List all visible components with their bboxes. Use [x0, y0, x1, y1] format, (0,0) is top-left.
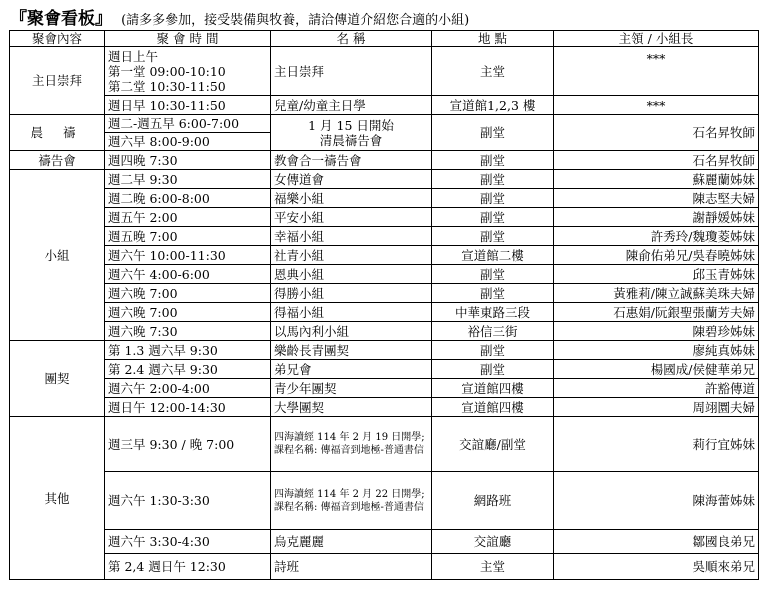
place-cell: 宣道館二樓: [432, 246, 554, 265]
place-cell: 副堂: [432, 151, 554, 170]
leader-cell: 石名昇牧師: [554, 151, 759, 170]
place-cell: 主堂: [432, 554, 554, 580]
time-line: 第一堂 09:00-10:10: [108, 63, 226, 79]
name-cell: [271, 115, 432, 151]
table-row: [10, 170, 759, 189]
time-cell: 週日早 10:30-11:50: [105, 96, 271, 115]
table-row: [10, 417, 759, 472]
table-row: [10, 530, 759, 554]
table-row: [10, 554, 759, 580]
time-cell: 週五晚 7:00: [105, 227, 271, 246]
place-cell: 副堂: [432, 227, 554, 246]
leader-cell: 陳碧珍姊妹: [554, 322, 759, 341]
category-cell: 其他: [10, 417, 105, 580]
place-cell: 交誼廳: [432, 530, 554, 554]
name-cell: 幸福小組: [271, 227, 432, 246]
table-row: [10, 151, 759, 170]
table-row: [10, 379, 759, 398]
table-row: [10, 341, 759, 360]
name-cell: 大學團契: [271, 398, 432, 417]
name-cell: 兒童/幼童主日學: [271, 96, 432, 115]
leader-cell: 黃雅莉/陳立誠蘇美珠夫婦: [554, 284, 759, 303]
place-cell: 副堂: [432, 189, 554, 208]
category-cell: 主日崇拜: [10, 47, 105, 115]
table-row: [10, 284, 759, 303]
place-cell: 副堂: [432, 115, 554, 151]
table-row: [10, 360, 759, 379]
place-cell: 副堂: [432, 170, 554, 189]
place-cell: 網路班: [432, 472, 554, 530]
name-line: 清晨禱告會: [319, 132, 383, 148]
leader-cell: ***: [554, 47, 759, 96]
place-cell: 主堂: [432, 47, 554, 96]
name-cell: 四海讀經 114 年 2 月 22 日開學;課程名稱: 傳福音到地極-普通書信: [271, 472, 432, 530]
time-cell: 週四晚 7:30: [105, 151, 271, 170]
category-cell: 禱告會: [10, 151, 105, 170]
time-line: 第二堂 10:30-11:50: [108, 78, 226, 94]
leader-cell: 石惠娟/阮銀聖張蘭芳夫婦: [554, 303, 759, 322]
leader-cell: 周翊圜夫婦: [554, 398, 759, 417]
name-cell: 女傳道會: [271, 170, 432, 189]
table-row: [10, 398, 759, 417]
name-cell: 主日崇拜: [271, 47, 432, 96]
table-row: [10, 322, 759, 341]
leader-cell: 許秀玲/魏瓊菱姊妹: [554, 227, 759, 246]
leader-cell: 陳志堅夫婦: [554, 189, 759, 208]
time-line: 週日上午: [108, 48, 159, 64]
time-cell: 週六午 3:30-4:30: [105, 530, 271, 554]
place-cell: 副堂: [432, 265, 554, 284]
name-cell: 平安小組: [271, 208, 432, 227]
table-row: [10, 227, 759, 246]
table-row: [10, 208, 759, 227]
time-cell: 第 2,4 週日午 12:30: [105, 554, 271, 580]
name-cell: 烏克麗麗: [271, 530, 432, 554]
time-cell: 週六午 10:00-11:30: [105, 246, 271, 265]
table-row: [10, 472, 759, 530]
time-cell: 週六晚 7:00: [105, 303, 271, 322]
leader-cell: 石名昇牧師: [554, 115, 759, 151]
column-header: 主領 / 小組長: [554, 31, 759, 47]
time-cell: 第 2.4 週六早 9:30: [105, 360, 271, 379]
name-cell: 樂齡長青團契: [271, 341, 432, 360]
place-cell: 副堂: [432, 341, 554, 360]
place-cell: 宣道館四樓: [432, 398, 554, 417]
table-row: [10, 246, 759, 265]
name-cell: 得福小組: [271, 303, 432, 322]
place-cell: 宣道館1,2,3 樓: [432, 96, 554, 115]
time-cell: 週二早 9:30: [105, 170, 271, 189]
leader-cell: 吳順來弟兄: [554, 554, 759, 580]
time-cell: 週日午 12:00-14:30: [105, 398, 271, 417]
time-cell: 週六晚 7:00: [105, 284, 271, 303]
category-cell: 小組: [10, 170, 105, 341]
table-row: [10, 47, 759, 96]
place-cell: 裕信三街: [432, 322, 554, 341]
column-header: 地 點: [432, 31, 554, 47]
leader-cell: 鄒國良弟兄: [554, 530, 759, 554]
column-header: 名 稱: [271, 31, 432, 47]
column-header: 聚 會 時 間: [105, 31, 271, 47]
place-cell: 副堂: [432, 284, 554, 303]
time-cell: 週五午 2:00: [105, 208, 271, 227]
leader-cell: 陳海蕾姊妹: [554, 472, 759, 530]
leader-cell: 許豁傳道: [554, 379, 759, 398]
name-cell: 教會合一禱告會: [271, 151, 432, 170]
name-cell: 青少年團契: [271, 379, 432, 398]
name-cell: 以馬內利小組: [271, 322, 432, 341]
name-cell: 詩班: [271, 554, 432, 580]
name-line: 1 月 15 日開始: [308, 117, 394, 133]
name-cell: 社青小組: [271, 246, 432, 265]
place-cell: 副堂: [432, 208, 554, 227]
time-cell: 週二晚 6:00-8:00: [105, 189, 271, 208]
leader-cell: 廖純真姊妹: [554, 341, 759, 360]
table-header-row: [10, 31, 759, 47]
time-cell: 週三早 9:30 / 晚 7:00: [105, 417, 271, 472]
name-cell: 四海讀經 114 年 2 月 19 日開學;課程名稱: 傳福音到地極-普通書信: [271, 417, 432, 472]
schedule-table: [9, 30, 759, 580]
page-title: 『聚會看板』: [10, 9, 112, 29]
leader-cell: 蘇麗蘭姊妹: [554, 170, 759, 189]
leader-cell: 陳俞佑弟兄/吳春曉姊妹: [554, 246, 759, 265]
name-cell: 恩典小組: [271, 265, 432, 284]
category-cell: 晨 禱: [10, 115, 105, 151]
leader-cell: ***: [554, 96, 759, 115]
table-row: [10, 115, 759, 133]
place-cell: 交誼廳/副堂: [432, 417, 554, 472]
time-cell: 第 1.3 週六早 9:30: [105, 341, 271, 360]
time-cell: 週六午 2:00-4:00: [105, 379, 271, 398]
leader-cell: 謝靜媛姊妹: [554, 208, 759, 227]
time-cell: 週六午 4:00-6:00: [105, 265, 271, 284]
name-cell: 弟兄會: [271, 360, 432, 379]
category-cell: 團契: [10, 341, 105, 417]
table-row: [10, 96, 759, 115]
name-cell: 福樂小組: [271, 189, 432, 208]
page-header: [10, 4, 469, 28]
leader-cell: 楊國成/侯健華弟兄: [554, 360, 759, 379]
place-cell: 中華東路三段: [432, 303, 554, 322]
time-cell: [105, 47, 271, 96]
leader-cell: 莉行宜姊妹: [554, 417, 759, 472]
place-cell: 宣道館四樓: [432, 379, 554, 398]
leader-cell: 邱玉青姊妹: [554, 265, 759, 284]
column-header: 聚會內容: [10, 31, 105, 47]
time-cell: 週六午 1:30-3:30: [105, 472, 271, 530]
table-row: [10, 303, 759, 322]
page-subtitle: (請多多參加，接受裝備與牧養，請洽傳道介紹您合適的小組): [121, 13, 470, 28]
table-row: [10, 265, 759, 284]
time-cell: 週六晚 7:30: [105, 322, 271, 341]
table-row: [10, 189, 759, 208]
place-cell: 副堂: [432, 360, 554, 379]
name-cell: 得勝小組: [271, 284, 432, 303]
time-cell: 週六早 8:00-9:00: [105, 133, 271, 151]
time-cell: 週二-週五早 6:00-7:00: [105, 115, 271, 133]
